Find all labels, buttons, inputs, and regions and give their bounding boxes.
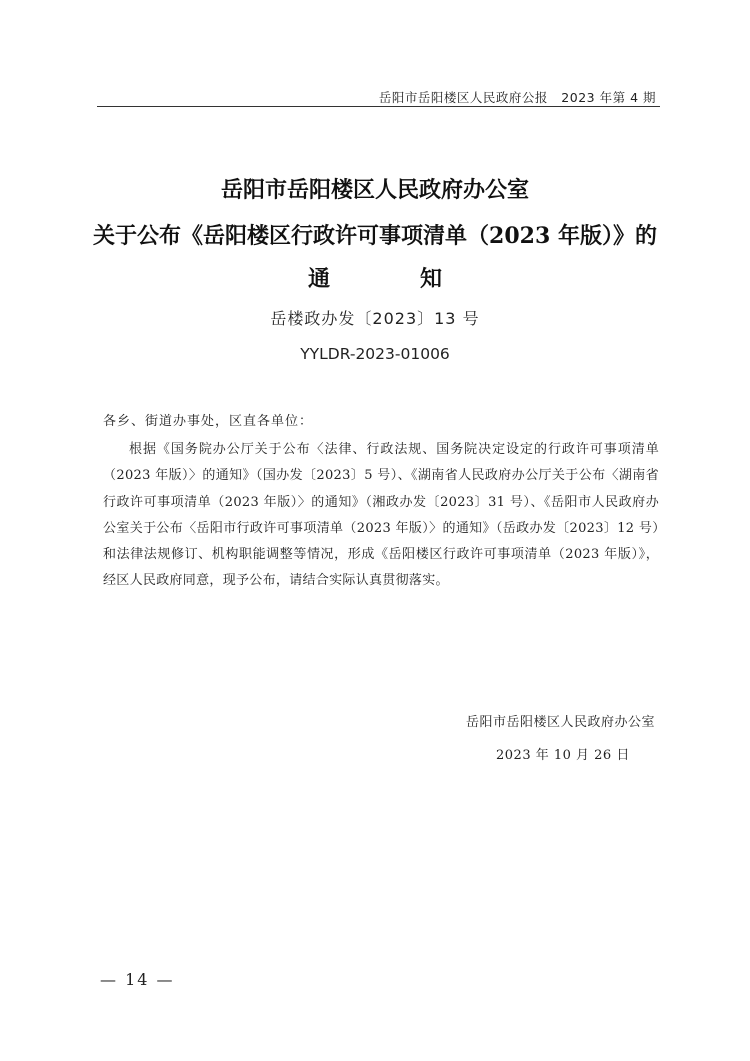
document-title-line-1: 岳阳市岳阳楼区人民政府办公室: [220, 177, 529, 203]
document-number: 岳楼政办发〔2023〕13 号: [270, 309, 480, 328]
title-char-1: 通: [307, 266, 330, 292]
header-divider: [97, 106, 660, 107]
document-title-line-2: 关于公布《岳阳楼区行政许可事项清单（2023 年版）》的: [93, 223, 657, 249]
document-title-line-3: [0, 262, 750, 293]
signature-date: 2023 年 10 月 26 日: [496, 748, 630, 763]
signature-organization: 岳阳市岳阳楼区人民政府办公室: [466, 715, 656, 730]
addressee: 各乡、街道办事处，区直各单位：: [103, 414, 314, 429]
running-header-title: 岳阳市岳阳楼区人民政府公报 2023 年第 4 期: [378, 90, 656, 105]
title-char-2: 知: [420, 266, 443, 292]
body-paragraph: 根据《国务院办公厅关于公布〈法律、行政法规、国务院决定设定的行政许可事项清单（2023 年版）〉的通知》（国办发〔2023〕5 号）、《湖南省人民政府办公厅关于公布〈湖南省行政许可事项清单（2023 年版）〉的通知》（湘政办发〔2023〕31 号）、《岳阳市人民政府办公室关于公布〈岳阳市行政许可事项清单（2023 年版）〉的通知》（岳政办发〔2023〕12 号）和法律法规修订、机构职能调整等情况，形成《岳阳楼区行政许可事项清单（2023 年版）》，经区人民政府同意，现予公布，请结合实际认真贯彻落实。: [103, 442, 659, 589]
document-code: YYLDR-2023-01006: [300, 345, 450, 363]
page-number: — 14 —: [100, 970, 175, 989]
